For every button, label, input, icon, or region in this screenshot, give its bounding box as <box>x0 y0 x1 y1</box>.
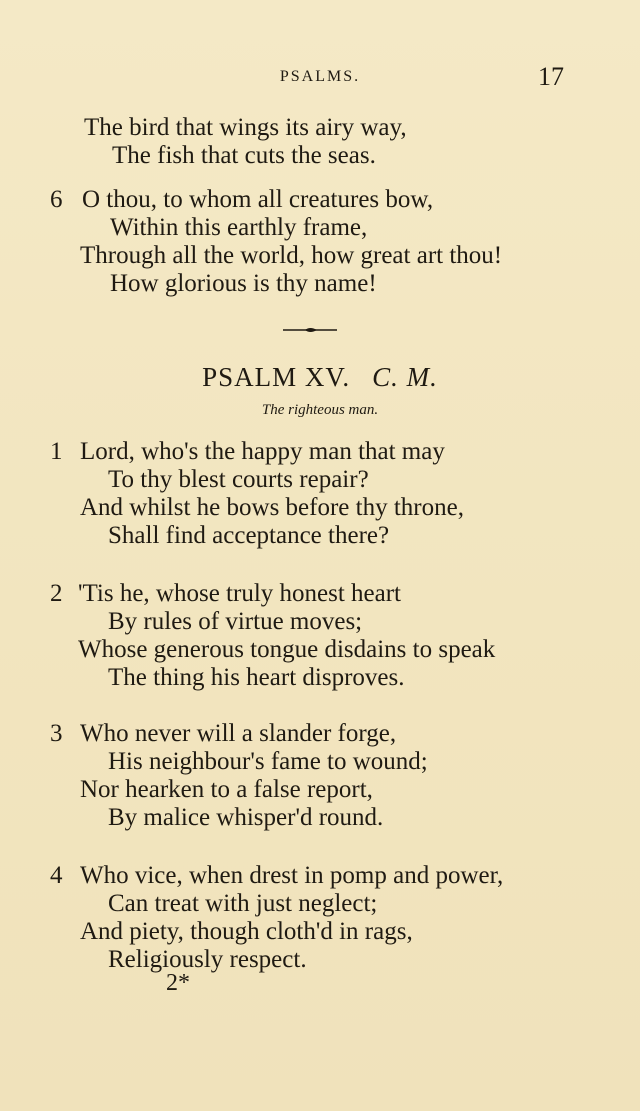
verse-line: And whilst he bows before thy throne, <box>80 494 464 521</box>
psalm-number: PSALM XV. <box>202 362 351 392</box>
stanza-number: 3 <box>50 720 63 747</box>
verse-line: And piety, though cloth'd in rags, <box>80 918 413 945</box>
signature-mark: 2* <box>166 970 190 996</box>
verse-line: Who never will a slander forge, <box>80 720 397 747</box>
verse-line: Lord, who's the happy man that may <box>80 438 445 465</box>
verse-line: Who vice, when drest in pomp and power, <box>80 862 504 889</box>
psalm-subtitle: The righteous man. <box>261 402 379 418</box>
verse-line: By malice whisper'd round. <box>108 804 384 831</box>
stanza-number: 6 <box>50 186 63 213</box>
verse-line: O thou, to whom all creatures bow, <box>82 186 434 213</box>
verse-line: Shall find acceptance there? <box>108 522 390 549</box>
verse-line: 'Tis he, whose truly honest heart <box>78 580 401 607</box>
verse-line: Religiously respect. <box>108 946 307 973</box>
verse-line: Can treat with just neglect; <box>108 890 378 917</box>
stanza-number: 1 <box>50 438 63 465</box>
psalm-title <box>0 362 640 393</box>
verse-line: His neighbour's fame to wound; <box>108 748 428 775</box>
verse-line: The bird that wings its airy way, <box>84 114 407 141</box>
stanza-number: 4 <box>50 862 63 889</box>
page-number: 17 <box>538 62 564 91</box>
psalm-meter: C. M. <box>372 362 438 392</box>
verse-line: Within this earthly frame, <box>110 214 368 241</box>
verse-line: Nor hearken to a false report, <box>80 776 373 803</box>
verse-line: Through all the world, how great art thou! <box>80 242 503 269</box>
verse-line: To thy blest courts repair? <box>108 466 369 493</box>
verse-line: The fish that cuts the seas. <box>112 142 376 169</box>
verse-line: Whose generous tongue disdains to speak <box>78 636 496 663</box>
verse-line: By rules of virtue moves; <box>108 608 363 635</box>
ornament-divider <box>283 325 337 335</box>
running-head: PSALMS. <box>279 68 361 85</box>
verse-line: How glorious is thy name! <box>110 270 377 297</box>
verse-line: The thing his heart disproves. <box>108 664 405 691</box>
stanza-number: 2 <box>50 580 63 607</box>
